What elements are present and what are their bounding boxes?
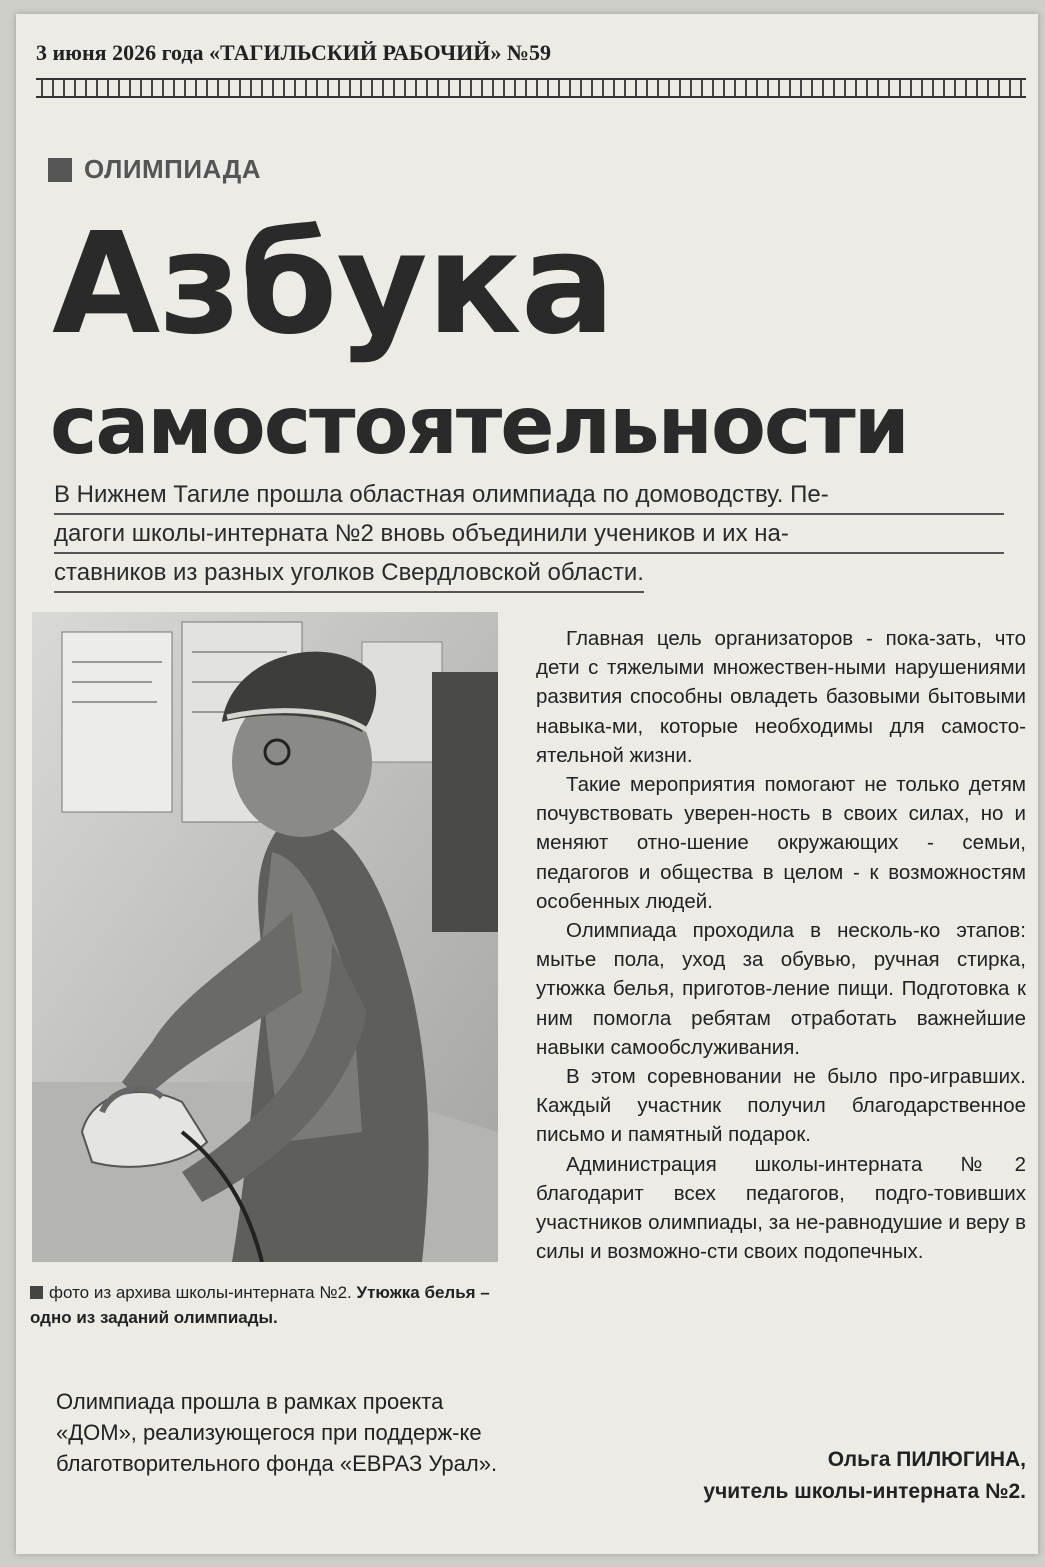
lead-paragraph xyxy=(54,478,1004,595)
bleed-through xyxy=(606,149,704,221)
rubric-square-icon xyxy=(48,158,72,182)
caption-square-icon xyxy=(30,1286,43,1299)
body-paragraph: В этом соревновании не было про-игравших. Каждый участник получил благодарственное письмо и памятный подарок. xyxy=(536,1065,1026,1147)
article-photo xyxy=(32,612,498,1262)
rubric-label: ОЛИМПИАДА xyxy=(84,154,262,184)
headline-line-1: Азбука xyxy=(52,203,615,366)
photo-caption xyxy=(30,1280,500,1330)
caption-text: Утюжка белья – одно из заданий олимпиады. xyxy=(30,1283,490,1327)
article-body xyxy=(536,624,1026,1266)
caption-source: фото из архива школы-интерната №2. xyxy=(49,1283,352,1302)
page-header: 3 июня 2026 года «ТАГИЛЬСКИЙ РАБОЧИЙ» №59 xyxy=(36,40,551,65)
author-signature xyxy=(703,1444,1026,1508)
lead-line: В Нижнем Тагиле прошла областная олимпиада по домоводству. Пе- xyxy=(54,478,1004,515)
lead-line: дагоги школы-интерната №2 вновь объединили учеников и их на- xyxy=(54,517,1004,554)
headline-line-2: самостоятельности xyxy=(50,379,908,472)
woman-ironing-icon xyxy=(32,612,498,1262)
header-ornament xyxy=(36,78,1026,98)
author-name: Ольга ПИЛЮГИНА, xyxy=(827,1448,1026,1471)
lead-line: ставников из разных уголков Свердловской области. xyxy=(54,556,644,593)
body-paragraph: Такие мероприятия помогают не только детям почувствовать уверен-ность в своих силах, но и меняют отно-шение окружающих - семьи, педагогов и общества в целом - к возможностям особенных людей. xyxy=(536,773,1026,913)
body-paragraph: Олимпиада проходила в несколь-ко этапов: мытье пола, уход за обувью, ручная стирка, утюжка белья, приготов-ление пищи. Подготовка к ним помогла ребятам отработать важнейшие навыки самообслуживания. xyxy=(536,919,1026,1059)
body-paragraph: Главная цель организаторов - пока-зать, что дети с тяжелыми множествен-ными нарушениями развития способны овладеть базовыми бытовыми навыка-ми, которые необходимы для самосто-ятельной жизни. xyxy=(536,627,1026,767)
project-note: Олимпиада прошла в рамках проекта «ДОМ», реализующегося при поддерж-ке благотворительного фонда «ЕВРАЗ Урал». xyxy=(56,1389,498,1476)
newspaper-page xyxy=(16,14,1038,1554)
author-role: учитель школы-интерната №2. xyxy=(703,1480,1026,1503)
body-paragraph: Администрация школы-интерната №2 благодарит всех педагогов, подго-товивших участников олимпиады, за не-равнодушие и веру в силы и возможно-сти своих подопечных. xyxy=(536,1152,1026,1264)
rubric xyxy=(48,154,261,185)
